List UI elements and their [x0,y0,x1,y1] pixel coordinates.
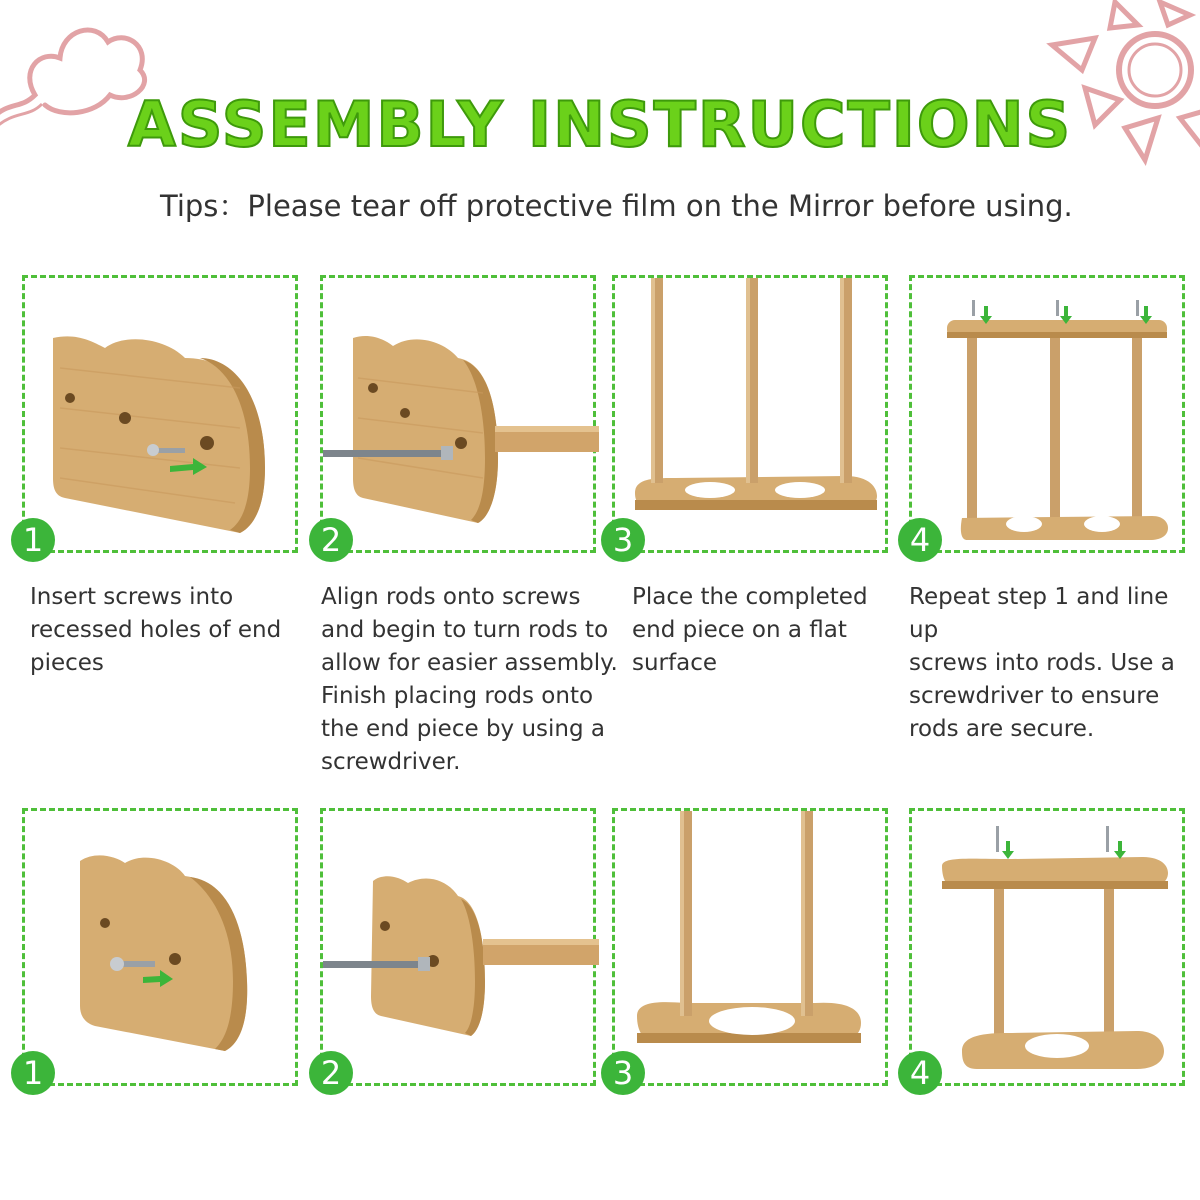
end-piece-screw-illustration [25,811,301,1089]
step-badge: 3 [601,518,645,562]
arrow-icon [1002,841,1014,859]
step-4-panel [909,275,1185,553]
step-3-panel [612,275,888,553]
step-1-panel-variant [22,808,298,1086]
step-badge: 3 [601,1051,645,1095]
assembled-frame-illustration [912,811,1188,1089]
rod-align-illustration [323,278,599,556]
step-badge: 1 [11,1051,55,1095]
tips-text: Tips：Please tear off protective film on the Mirror before using. [160,189,1073,223]
arrow-icon [1114,841,1126,859]
step-3-description: Place the completed end piece on a flat surface [632,584,868,676]
step-badge: 4 [898,518,942,562]
step-badge: 2 [309,1051,353,1095]
assembled-frame-illustration [912,278,1188,556]
rod-align-illustration [323,811,599,1089]
step-1-panel [22,275,298,553]
step-4-panel-variant [909,808,1185,1086]
step-badge: 4 [898,1051,942,1095]
step-1-description: Insert screws into recessed holes of end pieces [30,584,282,676]
end-piece-screw-illustration [25,278,301,556]
step-2-panel-variant [320,808,596,1086]
step-3-panel-variant [612,808,888,1086]
step-2-panel [320,275,596,553]
upright-rods-illustration [615,278,891,556]
step-badge: 1 [11,518,55,562]
step-badge: 2 [309,518,353,562]
page-title: ASSEMBLY INSTRUCTIONS [127,88,1073,161]
step-4-description: Repeat step 1 and line up screws into rods. Use a screwdriver to ensure rods are secure. [909,584,1175,742]
upright-rods-illustration [615,811,891,1089]
step-2-description: Align rods onto screws and begin to turn rods to allow for easier assembly. Finish placing rods onto the end piece by using a screwdriver. [321,584,618,775]
